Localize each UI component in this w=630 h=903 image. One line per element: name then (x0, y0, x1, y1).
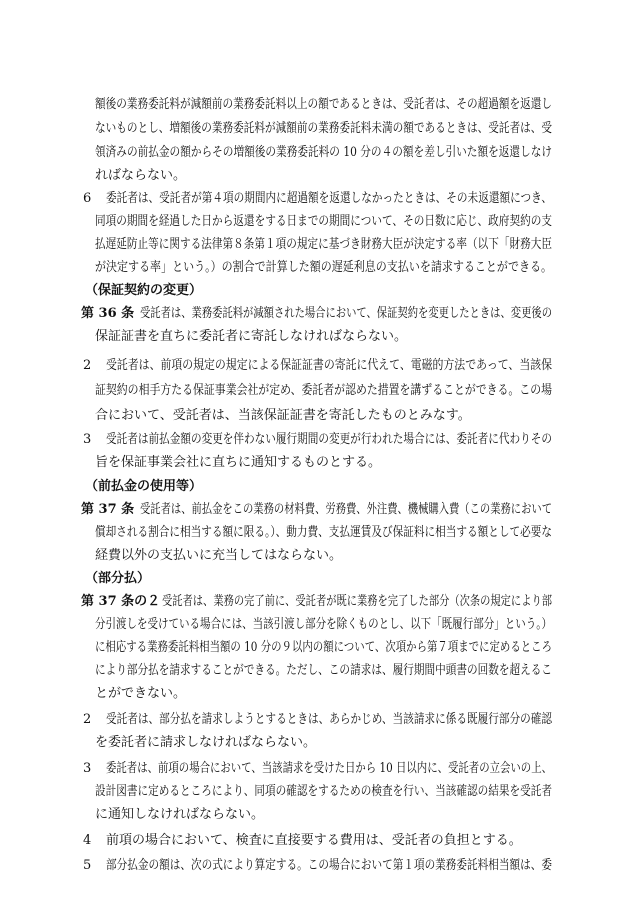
line-text: 部分払金の額は、次の式により算定する。この場合において第１項の業務委託料相当額は、委 (106, 858, 552, 873)
line-text: が決定する率」という。）の割合で計算した額の遅延利息の支払いを請求することができる。 (95, 260, 552, 275)
line-text: 受託者は、業務の完了前に、受託者が既に業務を完了した部分（次条の規定により部 (162, 594, 552, 609)
heading-text: （前払金の使用等） (85, 479, 203, 494)
line-text: 受託者は、前払金をこの業務の材料費、労務費、外注費、機械購入費（この業務において (140, 502, 552, 517)
line-text: 証契約の相手方たる保証事業会社が定め、委託者が認めた措置を講ずることができる。この場 (95, 383, 552, 398)
paragraph-number: 4 (83, 833, 92, 848)
line-text: ないものとし、増額後の業務委託料が減額前の業務委託料未満の額であるときは、受託者は、受 (95, 121, 552, 136)
paragraph-number: 2 (83, 712, 92, 727)
line-text: 償却される割合に相当する額に限る。）、動力費、支払運賃及び保証料に相当する額として必要な (95, 525, 552, 540)
paragraph-number: 3 (83, 761, 92, 776)
paragraph-number: 3 (83, 432, 92, 447)
article-label: 第 37 条 (81, 502, 135, 517)
line-text: 旨を保証事業会社に直ちに通知するものとする。 (95, 455, 382, 470)
line-text: 受託者は、前項の規定の規定による保証証書の寄託に代えて、電磁的方法であって、当該保 (106, 358, 552, 373)
line-text: 保証証書を直ちに委託者に寄託しなければならない。 (95, 329, 408, 344)
line-text: 領済みの前払金の額からその増額後の業務委託料の 10 分の４の額を差し引いた額を返還しなけ (95, 145, 552, 160)
heading-text: （保証契約の変更） (85, 283, 203, 298)
paragraph-number: 6 (83, 191, 92, 206)
line-text: に通知しなければならない。 (95, 807, 265, 822)
line-text: 同項の期間を経過した日から返還をする日までの期間について、その日数に応じ、政府契約の支 (95, 214, 552, 229)
line-text: 額後の業務委託料が減額前の業務委託料以上の額であるときは、受託者は、その超過額を返還し (95, 97, 552, 112)
line-text: 設計図書に定めるところにより、同項の確認をするための検査を行い、当該確認の結果を受託者 (95, 784, 552, 799)
line-text: 委託者は、受託者が第４項の期間内に超過額を返還しなかったときは、その未返還額につき、 (106, 191, 552, 206)
article-label: 第 37 条の２ (81, 594, 161, 609)
line-text: に相応する業務委託料相当額の 10 分の９以内の額について、次項から第７項までに定めるところ (95, 640, 552, 655)
paragraph-number: 5 (83, 858, 92, 873)
line-text: 受託者は、部分払を請求しようとするときは、あらかじめ、当該請求に係る既履行部分の確認 (106, 712, 552, 727)
line-text: 受託者は前払金額の変更を伴わない履行期間の変更が行われた場合には、委託者に代わりその (106, 432, 552, 447)
line-text: とができない。 (95, 686, 187, 701)
line-text: 前項の場合において、検査に直接要する費用は、受託者の負担とする。 (106, 833, 522, 848)
line-text: 経費以外の支払いに充当してはならない。 (95, 548, 343, 563)
line-text: ればならない。 (95, 168, 187, 183)
line-text: を委託者に請求しなければならない。 (95, 735, 317, 750)
line-text: 払遅延防止等に関する法律第８条第１項の規定に基づき財務大臣が決定する率（以下「財務大臣 (95, 237, 552, 252)
line-text: により部分払を請求することができる。ただし、この請求は、履行期間中頭書の回数を超えるこ (95, 663, 552, 678)
article-label: 第 36 条 (81, 306, 135, 321)
line-text: 合において、受託者は、当該保証証書を寄託したものとみなす。 (95, 408, 471, 423)
paragraph-number: 2 (83, 358, 92, 373)
line-text: 受託者は、業務委託料が減額された場合において、保証契約を変更したときは、変更後の (140, 306, 552, 321)
line-text: 委託者は、前項の場合において、当該請求を受けた日から 10 日以内に、受託者の立会いの上、 (106, 761, 552, 776)
line-text: 分引渡しを受けている場合には、当該引渡し部分を除くものとし、以下「既履行部分」という。） (95, 617, 552, 632)
heading-text: （部分払） (85, 571, 151, 586)
